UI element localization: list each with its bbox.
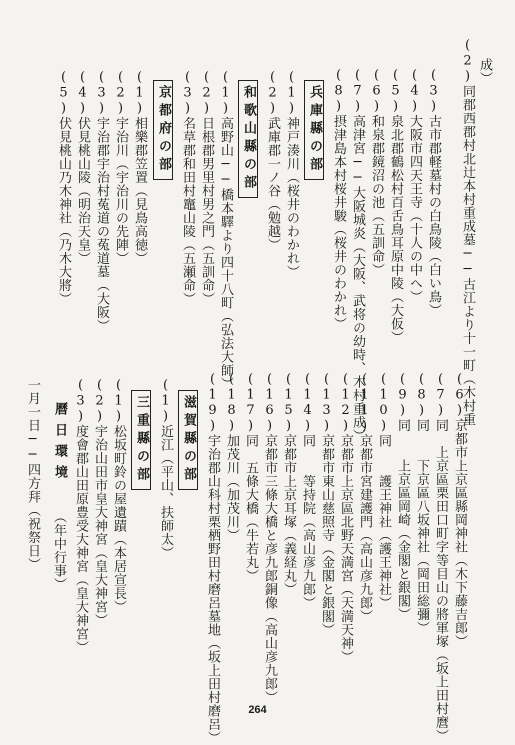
entry-col: (9)同 上京區岡崎（金閣と銀閣）	[395, 372, 410, 621]
section-heading-kyoto: 京都府の部	[153, 80, 173, 180]
entry-col: (17)同 五條大橋（牛若丸）	[243, 372, 258, 583]
wakayama-item: (3)名草郡和田村竈山陵（五瀬命）	[180, 70, 195, 306]
kyoto-item: (3)宇治郡宇治村菟道の菟道墓（大阪）	[94, 70, 109, 333]
entry-col: (2)同郡西郡村北辻本村重成墓──古江より十一町（木村重	[460, 38, 475, 426]
kyoto-item: (2)宇治川（宇治川の先陣）	[113, 70, 128, 265]
entry-col: (10)同 護王神社（護王神社）	[376, 372, 391, 610]
entry-col: (19)宇治郡山科村栗栖野田村磨呂墓地（坂上田村磨呂）	[205, 372, 220, 745]
entry-col: (15)京都市上京耳塚（義経丸）	[281, 372, 296, 596]
entry-col: (5)泉北郡鶴松村百舌鳥耳原中陵（大仮）	[388, 68, 403, 344]
entry-col: (11)京都市宮建護門（高山彦九郎）	[357, 372, 372, 623]
section-heading-hyogo: 兵庫縣の部	[304, 80, 324, 180]
hyogo-item: (1)神戸湊川（桜井のわかれ）	[284, 70, 299, 279]
kyoto-item: (1)相樂郡笠置（見鳥高徳）	[132, 70, 147, 265]
section-heading-shiga: 滋賀縣の部	[178, 390, 198, 490]
hyogo-item: (2)武庫郡一ノ谷（勉越）	[265, 70, 280, 252]
entry-col: (12)京都市上京區北野天満宮（天満天神）	[338, 372, 353, 664]
entry-col: (13)京都市東山慈照寺（金閣と銀閣）	[319, 372, 334, 637]
mie-item: (2)宇治山田市皇大神宮（皇大神宮）	[92, 378, 107, 627]
entry-col: (6)京都市上京區縣岡神社（木下藤吉郎）	[452, 372, 467, 648]
section-heading-wakayama: 和歌山縣の部	[238, 80, 258, 198]
kyoto-item: (5)伏見桃山乃木神社（乃木大將）	[56, 70, 71, 306]
entry-col: (7)高津宮──大阪城炎（大阪、武将の幼時、木村重成）	[350, 68, 365, 443]
shiga-item: (1)近江（平山、扶師太）	[158, 378, 173, 560]
kyoto-item: (4)伏見桃山陵（明治天皇）	[75, 70, 90, 265]
calendar-item: 一月一日──四方拜（祝祭日）	[25, 378, 40, 571]
mie-item: (1)松坂町鈴の屋遺蹟（本居宣長）	[111, 378, 126, 614]
calendar-heading: 曆日環境	[52, 402, 67, 486]
entry-col: (14)同 等持院（高山彦九郎）	[300, 372, 315, 610]
entry-col: (8)同 下京區八坂神社（岡田総彌）	[414, 372, 429, 635]
wakayama-item: (1)高野山──橋本驛より四十八町（弘法大師）	[218, 70, 233, 391]
entry-col: (7)同 上京區栗田口町字等目山の將軍塚（坂上田村麿）	[433, 372, 448, 743]
entry-col: (6)和泉郡鏡沼の池（五訓命）	[369, 68, 384, 277]
entry-col: (16)京都市三條大橋と彦九郎銅像（高山彦九郎）	[262, 372, 277, 704]
entry-col: 成）	[477, 58, 492, 85]
section-heading-mie: 三重縣の部	[131, 390, 151, 490]
entry-col: (18)加茂川（加茂川）	[224, 372, 239, 542]
page-number: 264	[248, 704, 267, 716]
entry-col: (4)大阪市四天王寺（十人の中へ）	[407, 68, 422, 304]
mie-item: (3)度會郡山田原豊受大神宮（皇大神宮）	[73, 378, 88, 654]
calendar-heading-note: （年中行事）	[51, 510, 66, 591]
entry-col: (3)古市郡軽墓村の白鳥陵（白い鳥）	[426, 68, 441, 317]
wakayama-item: (2)日根郡男里村男之門（五訓命）	[199, 70, 214, 306]
entry-col: (8)摂津島本村桜井駿（桜井のわかれ）	[331, 68, 346, 331]
